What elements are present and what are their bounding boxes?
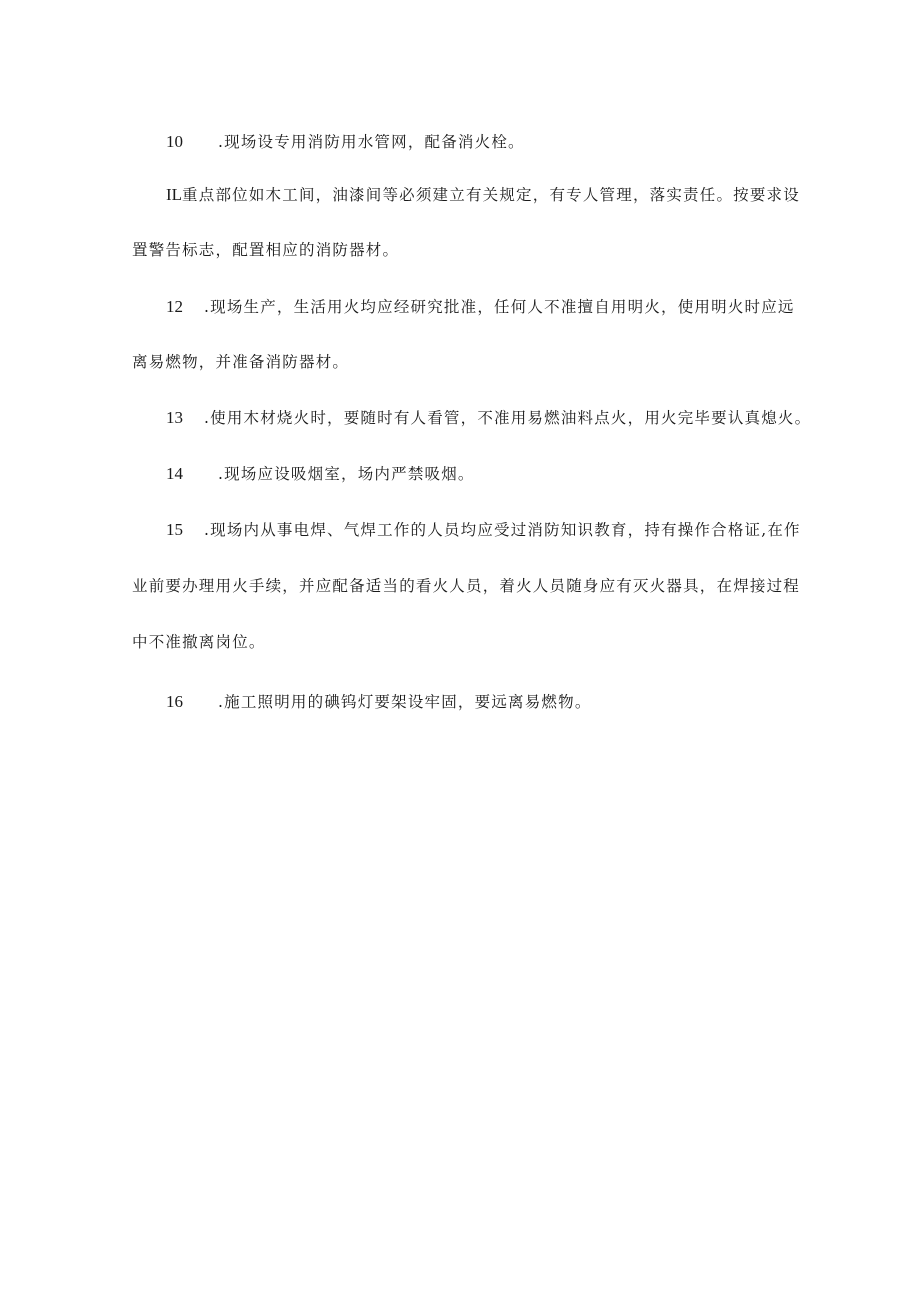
item-12-continuation: [132, 352, 349, 372]
item-text: .现场生产，生活用火均应经研究批准，任何人不准擅自用明火，使用明火时应远: [204, 298, 795, 316]
item-number: 14: [166, 464, 183, 483]
item-number: 16: [166, 692, 183, 711]
item-15: [166, 520, 801, 540]
item-number: 13: [166, 408, 183, 427]
item-text: 重点部位如木工间，油漆间等必须建立有关规定，有专人管理，落实责任。按要求设: [182, 186, 800, 204]
item-13: [166, 408, 811, 428]
item-15-continuation-2: [132, 632, 266, 652]
item-11: [166, 185, 800, 205]
item-text: .现场内从事电焊、气焊工作的人员均应受过消防知识教育，持有操作合格证,在作: [204, 521, 801, 539]
item-text: .现场应设吸烟室，场内严禁吸烟。: [218, 465, 475, 483]
item-15-continuation-1: [132, 576, 800, 596]
item-11-continuation: [132, 240, 399, 260]
item-text: .使用木材烧火时，要随时有人看管，不准用易燃油料点火，用火完毕要认真熄火。: [204, 409, 812, 427]
item-14: [166, 464, 475, 484]
item-number: IL: [166, 185, 183, 204]
item-12: [166, 297, 795, 317]
item-text: .施工照明用的碘钨灯要架设牢固，要远离易燃物。: [218, 693, 592, 711]
item-number: 15: [166, 520, 183, 539]
item-text: 业前要办理用火手续，并应配备适当的看火人员，着火人员随身应有灭火器具，在焊接过程: [132, 577, 801, 595]
item-text: .现场设专用消防用水管网，配备消火栓。: [218, 133, 525, 151]
item-10: [166, 132, 525, 152]
item-text: 中不准撤离岗位。: [132, 633, 266, 651]
item-16: [166, 692, 592, 712]
item-number: 10: [166, 132, 183, 151]
item-number: 12: [166, 297, 183, 316]
item-text: 置警告标志，配置相应的消防器材。: [132, 241, 400, 259]
item-text: 离易燃物，并准备消防器材。: [132, 353, 350, 371]
